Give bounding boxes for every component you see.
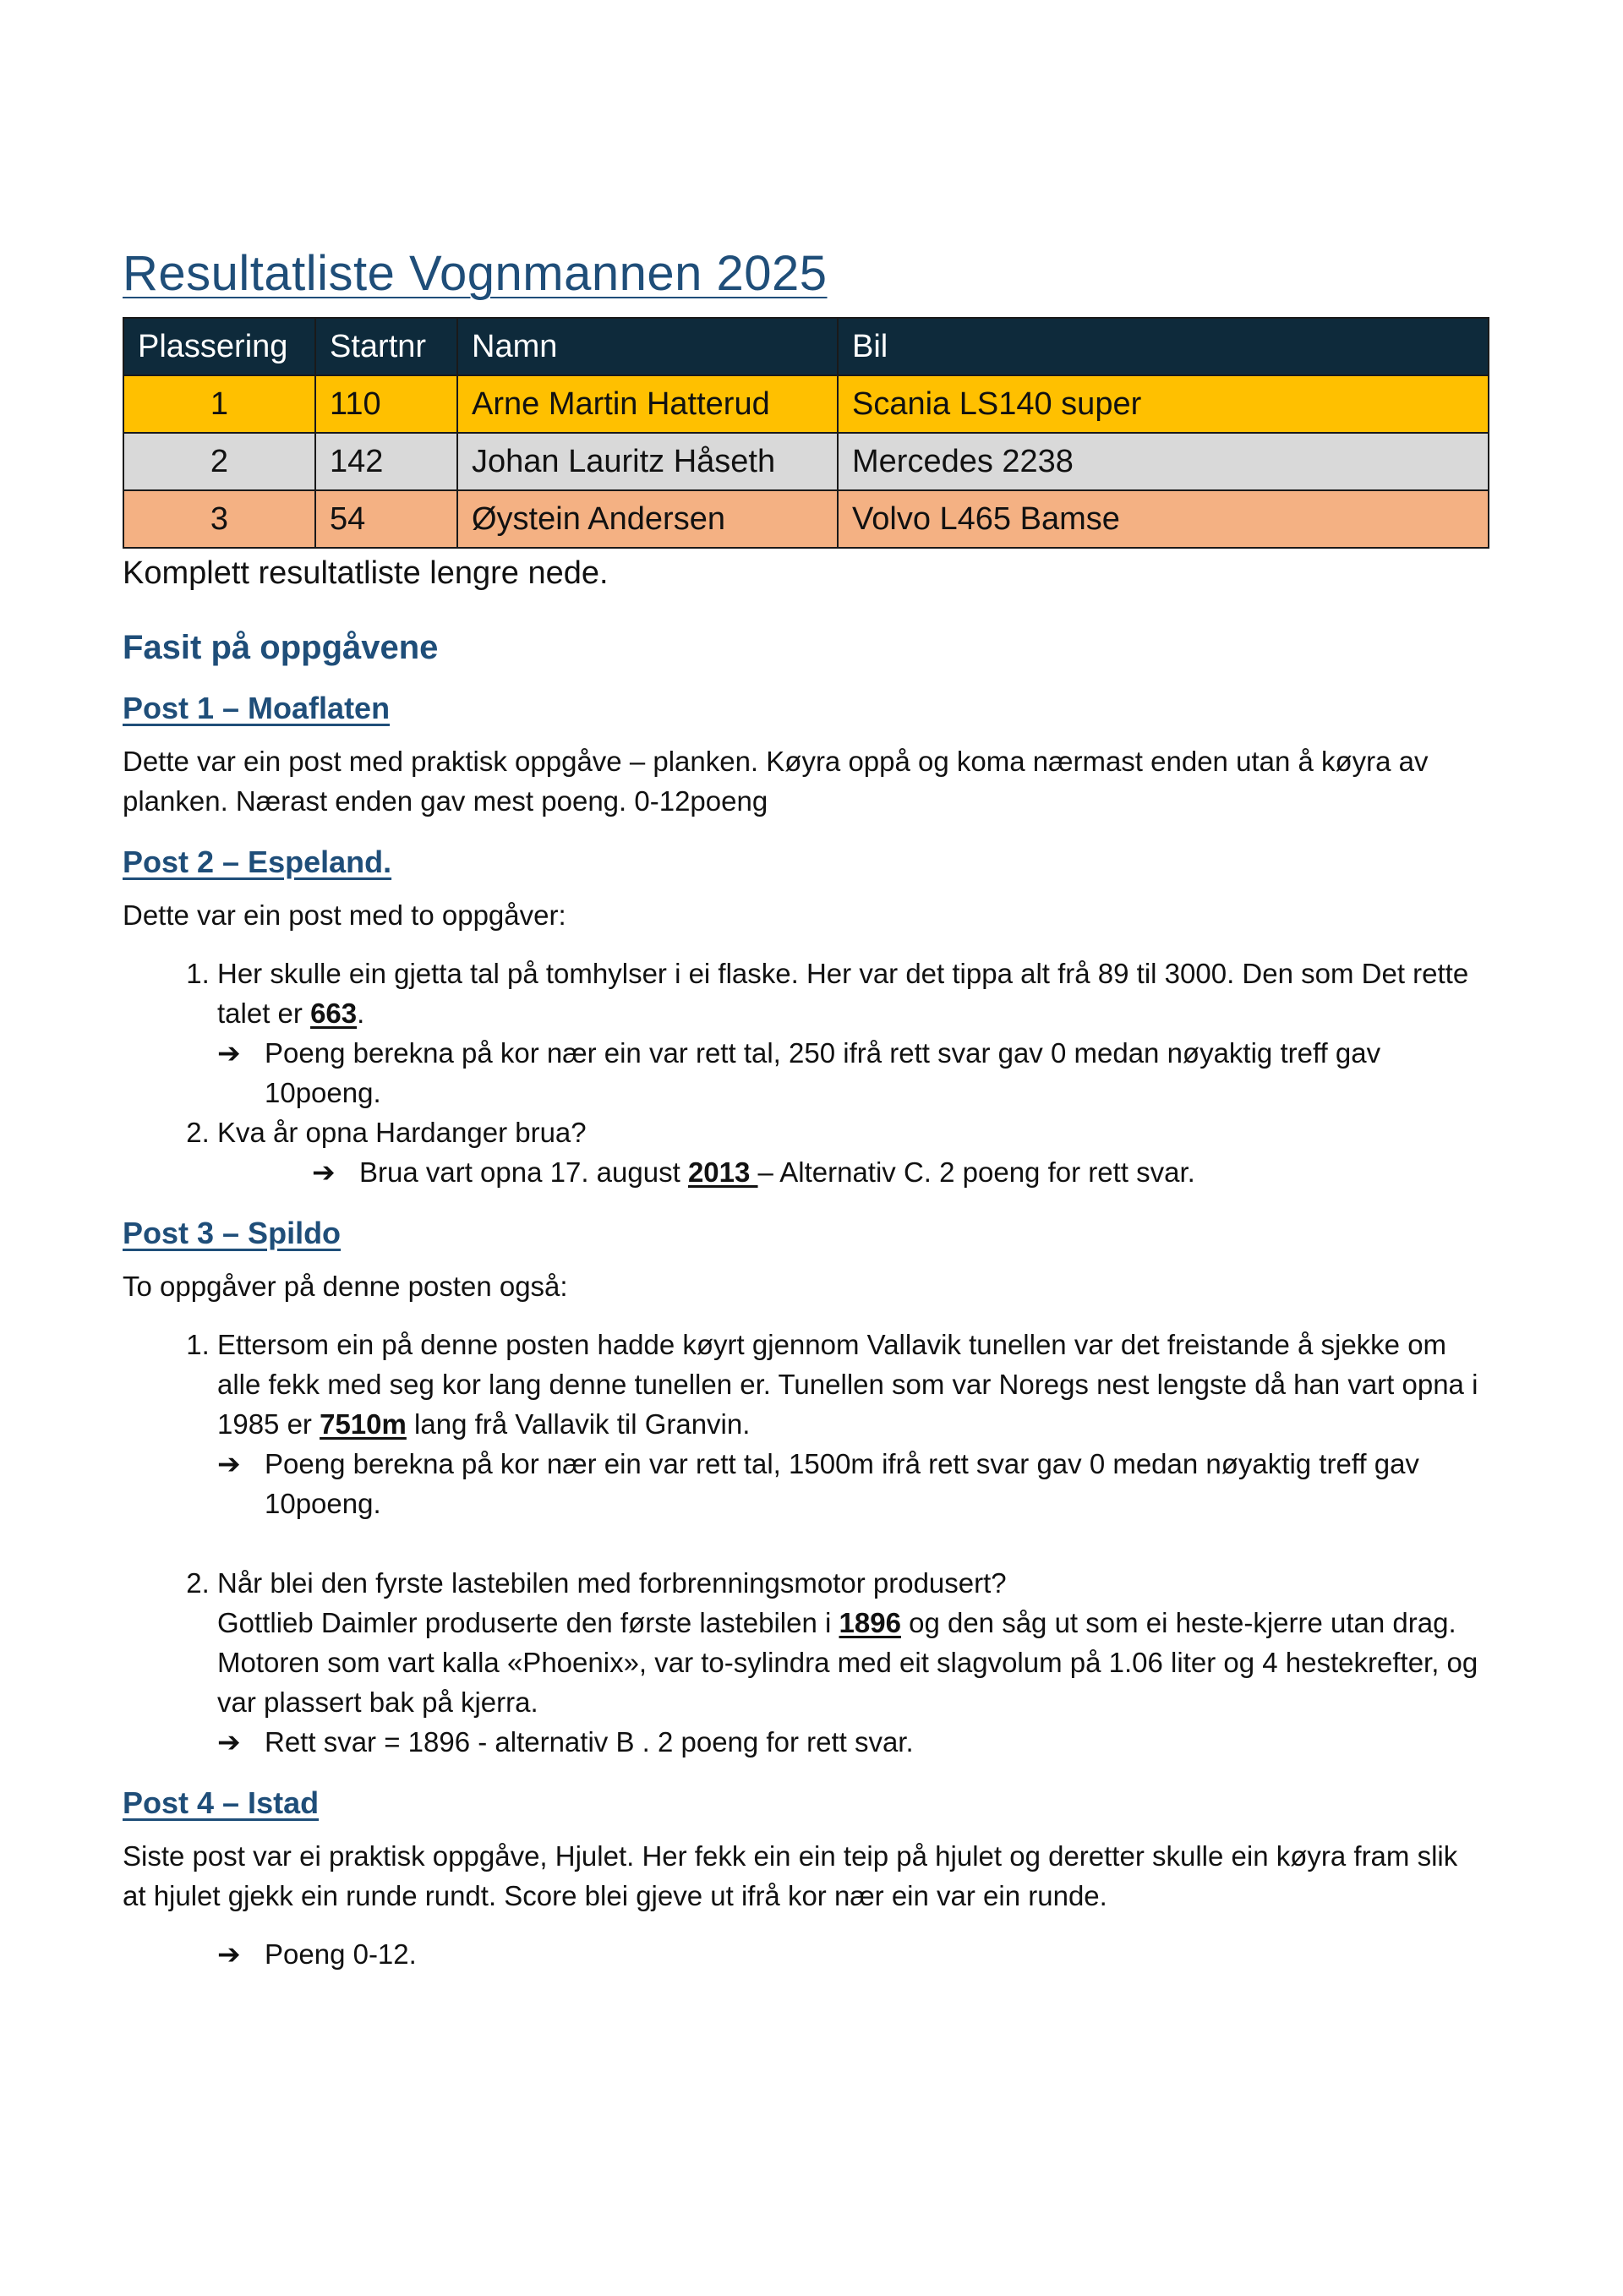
post2-q2-arrow-post: – Alternativ C. 2 poeng for rett svar. [757, 1156, 1195, 1188]
table-row [123, 375, 1489, 433]
post3-q2-text: Når blei den fyrste lastebilen med forbrenningsmotor produsert? [217, 1567, 1007, 1599]
results-note: Komplett resultatliste lengre nede. [123, 555, 609, 591]
post2-q1-answer: 663 [310, 998, 358, 1029]
header-startnr: Startnr [315, 318, 457, 375]
post3-q2-line2-pre: Gottlieb Daimler produserte den første lastebilen i [217, 1607, 839, 1638]
arrow-icon: ➔ [217, 1037, 241, 1069]
post4-points [217, 1934, 1488, 1974]
post2-q2-text: Kva år opna Hardanger brua? [217, 1117, 587, 1148]
cell-start: 110 [315, 375, 457, 433]
header-bil: Bil [838, 318, 1489, 375]
post3-q2-answer: 1896 [839, 1607, 901, 1638]
table-row [123, 490, 1489, 548]
list-item [217, 1563, 1488, 1762]
post3-q2-arrow-text: Rett svar = 1896 - alternativ B . 2 poeng for rett svar. [265, 1726, 914, 1758]
post2-intro: Dette var ein post med to oppgåver: [123, 899, 566, 931]
post2-q1-arrow-text: Poeng berekna på kor nær ein var rett tal, 250 ifrå rett svar gav 0 medan nøyaktig treff gav 10poeng. [265, 1037, 1381, 1108]
arrow-icon: ➔ [217, 1938, 241, 1970]
list-item [217, 1112, 1488, 1192]
list-item [217, 1325, 1488, 1563]
post2-q1-points [217, 1033, 1488, 1112]
arrow-icon: ➔ [217, 1726, 241, 1758]
table-row [123, 433, 1489, 490]
results-table [123, 317, 1489, 549]
post3-q2-line2-post: og den såg ut som ei heste-kjerre utan drag. Motoren som vart kalla «Phoenix», var to-sylindra med eit slagvolum på 1.06 liter og 4 hestekrefter, og var plassert bak på kjerra. [217, 1607, 1478, 1718]
post3-q1-text: Ettersom ein på denne posten hadde køyrt gjennom Vallavik tunellen var det freistande å sjekke om alle fekk med seg kor lang denne tunellen er. Tunellen som var Noregs nest lengste då han vart opna i 1985 er [217, 1329, 1478, 1440]
arrow-icon: ➔ [217, 1448, 241, 1479]
post2-question-list [123, 954, 1488, 1192]
post3-q1-arrow-text: Poeng berekna på kor nær ein var rett tal, 1500m ifrå rett svar gav 0 medan nøyaktig treff gav 10poeng. [265, 1448, 1419, 1519]
post4-heading: Post 4 – Istad [123, 1785, 320, 1820]
cell-car: Scania LS140 super [838, 375, 1489, 433]
post2-heading: Post 2 – Espeland. [123, 845, 392, 879]
cell-name: Øystein Andersen [457, 490, 838, 548]
cell-name: Arne Martin Hatterud [457, 375, 838, 433]
cell-place: 3 [123, 490, 315, 548]
list-item [217, 954, 1488, 1112]
fasit-heading: Fasit på oppgåvene [123, 629, 439, 666]
arrow-icon: ➔ [312, 1156, 336, 1188]
table-header-row [123, 318, 1489, 375]
post2-q1-end: . [357, 998, 365, 1029]
document-page [123, 245, 1488, 1974]
post2-q2-arrow-pre: Brua vart opna 17. august [359, 1156, 688, 1188]
page-title: Resultatliste Vognmannen 2025 [123, 246, 828, 301]
header-namn: Namn [457, 318, 838, 375]
cell-place: 1 [123, 375, 315, 433]
post2-q2-answer-line [312, 1152, 1488, 1192]
cell-name: Johan Lauritz Håseth [457, 433, 838, 490]
post3-q1-points [217, 1444, 1488, 1523]
post3-question-list [123, 1325, 1488, 1762]
post2-q2-answer: 2013 [687, 1156, 758, 1188]
post2-q1-text: Her skulle ein gjetta tal på tomhylser i ei flaske. Her var det tippa alt frå 89 til 3000. Den som Det rette talet er [217, 958, 1469, 1029]
post4-arrow-text: Poeng 0-12. [265, 1938, 417, 1970]
post3-q1-answer: 7510m [320, 1408, 407, 1440]
post1-text: Dette var ein post med praktisk oppgåve – planken. Køyra oppå og koma nærmast enden utan å køyra av planken. Nærast enden gav mest poeng. 0-12poeng [123, 746, 1429, 817]
post3-heading: Post 3 – Spildo [123, 1216, 342, 1250]
cell-car: Mercedes 2238 [838, 433, 1489, 490]
post1-heading: Post 1 – Moaflaten [123, 691, 391, 725]
post3-q1-end: lang frå Vallavik til Granvin. [406, 1408, 751, 1440]
header-plassering: Plassering [123, 318, 315, 375]
cell-start: 142 [315, 433, 457, 490]
cell-place: 2 [123, 433, 315, 490]
post3-intro: To oppgåver på denne posten også: [123, 1271, 568, 1302]
post4-text: Siste post var ei praktisk oppgåve, Hjulet. Her fekk ein ein teip på hjulet og deretter skulle ein køyra fram slik at hjulet gjekk ein runde rundt. Score blei gjeve ut ifrå kor nær ein var ein runde. [123, 1840, 1458, 1911]
cell-car: Volvo L465 Bamse [838, 490, 1489, 548]
post3-q2-points [217, 1722, 1488, 1762]
cell-start: 54 [315, 490, 457, 548]
